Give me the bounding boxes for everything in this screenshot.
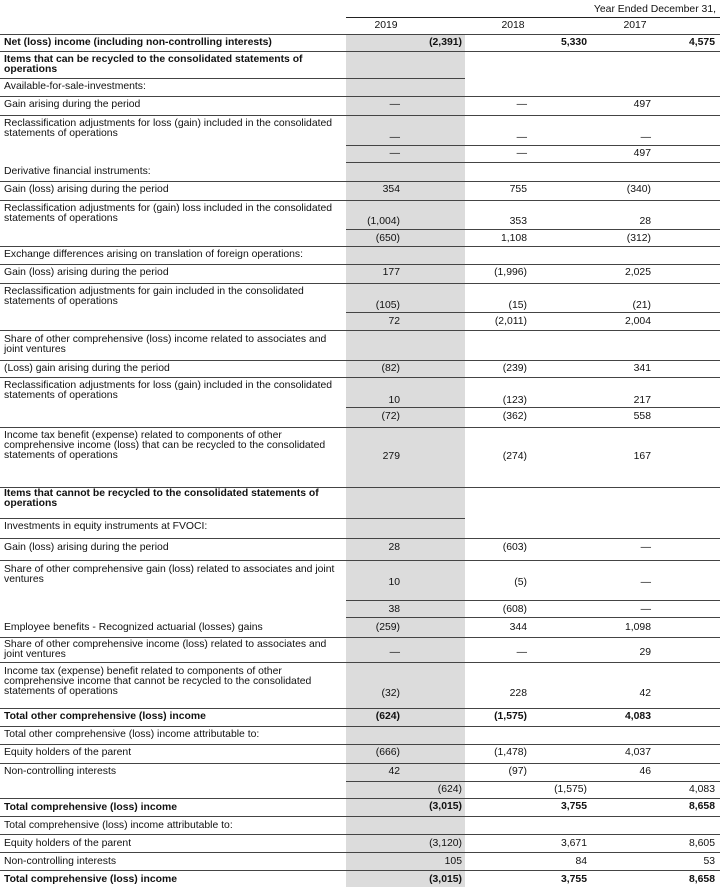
row-divider bbox=[0, 377, 720, 378]
row-divider bbox=[0, 246, 720, 247]
row-label: Employee benefits - Recognized actuarial (losses) gains bbox=[4, 622, 263, 633]
row-divider bbox=[0, 427, 720, 428]
cell-value-2019: — bbox=[389, 148, 400, 159]
row-label: Non-controlling interests bbox=[4, 766, 117, 777]
cell-value-2017: 341 bbox=[633, 363, 651, 374]
cell-value-2018: 84 bbox=[575, 856, 587, 867]
row-divider bbox=[346, 312, 720, 313]
row-divider bbox=[0, 96, 720, 97]
cell-value-2017: 497 bbox=[633, 148, 651, 159]
row-label: (Loss) gain arising during the period bbox=[4, 363, 170, 374]
cell-value-2019: (624) bbox=[437, 784, 462, 795]
row-label: Total comprehensive (loss) income attributable to: bbox=[4, 820, 233, 831]
year-2019: 2019 bbox=[374, 20, 398, 31]
row-label: Total comprehensive (loss) income bbox=[4, 802, 178, 813]
row-label: Equity holders of the parent bbox=[4, 838, 132, 849]
cell-value-2019: (259) bbox=[375, 622, 400, 633]
row-divider bbox=[346, 229, 720, 230]
cell-value-2018: (239) bbox=[502, 363, 527, 374]
cell-value-2018: (608) bbox=[502, 604, 527, 615]
cell-value-2018: 3,755 bbox=[560, 874, 587, 885]
row-divider bbox=[0, 538, 720, 539]
row-divider bbox=[0, 34, 720, 35]
cell-value-2017: 217 bbox=[633, 395, 651, 406]
row-divider bbox=[0, 51, 720, 52]
row-label: Share of other comprehensive gain (loss) related to associates and joint ventures bbox=[4, 564, 335, 585]
row-divider bbox=[346, 781, 720, 782]
cell-value-2017: 1,098 bbox=[624, 622, 651, 633]
cell-value-2017: 558 bbox=[633, 411, 651, 422]
cell-value-2019: 28 bbox=[388, 542, 400, 553]
cell-value-2019: (3,120) bbox=[429, 838, 462, 849]
row-label: Items that cannot be recycled to the consolidated statements of operations bbox=[4, 488, 319, 509]
cell-value-2019: 354 bbox=[382, 184, 400, 195]
cell-value-2018: (97) bbox=[508, 766, 527, 777]
cell-value-2019: 10 bbox=[388, 395, 400, 406]
cell-value-2018: 1,108 bbox=[500, 233, 527, 244]
cell-value-2018: (1,996) bbox=[494, 267, 527, 278]
row-label: Gain (loss) arising during the period bbox=[4, 184, 169, 195]
cell-value-2019: (624) bbox=[375, 711, 400, 722]
row-label: Non-controlling interests bbox=[4, 856, 117, 867]
header-rule bbox=[346, 17, 720, 18]
row-divider bbox=[0, 560, 720, 561]
row-divider bbox=[0, 798, 720, 799]
row-divider bbox=[346, 407, 720, 408]
cell-value-2019: (72) bbox=[381, 411, 400, 422]
cell-value-2018: 353 bbox=[509, 216, 527, 227]
cell-value-2017: (340) bbox=[626, 184, 651, 195]
cell-value-2017: — bbox=[640, 604, 651, 615]
row-label: Gain arising during the period bbox=[4, 99, 141, 110]
row-divider bbox=[0, 283, 720, 284]
cell-value-2018: (362) bbox=[502, 411, 527, 422]
cell-value-2018: (1,575) bbox=[554, 784, 587, 795]
row-divider bbox=[346, 617, 720, 618]
cell-value-2017: 4,083 bbox=[624, 711, 651, 722]
cell-value-2018: — bbox=[516, 99, 527, 110]
cell-value-2017: 4,575 bbox=[688, 37, 715, 48]
cell-value-2019: 177 bbox=[382, 267, 400, 278]
cell-value-2017: 46 bbox=[639, 766, 651, 777]
row-divider bbox=[0, 726, 720, 727]
row-label: Total comprehensive (loss) income bbox=[4, 874, 178, 885]
cell-value-2019: (2,391) bbox=[429, 37, 462, 48]
row-label: Gain (loss) arising during the period bbox=[4, 267, 169, 278]
row-label: Investments in equity instruments at FVOCI: bbox=[4, 521, 208, 532]
cell-value-2018: 5,330 bbox=[560, 37, 587, 48]
period-header: Year Ended December 31, bbox=[593, 4, 716, 15]
cell-value-2017: — bbox=[640, 542, 651, 553]
row-label: Equity holders of the parent bbox=[4, 747, 132, 758]
cell-value-2019: 38 bbox=[388, 604, 400, 615]
cell-value-2019: — bbox=[389, 647, 400, 658]
cell-value-2019: (650) bbox=[375, 233, 400, 244]
row-divider bbox=[0, 763, 720, 764]
cell-value-2017: 2,025 bbox=[624, 267, 651, 278]
cell-value-2017: 8,658 bbox=[688, 801, 715, 812]
year-2018: 2018 bbox=[501, 20, 525, 31]
cell-value-2019: (105) bbox=[375, 300, 400, 311]
row-divider bbox=[0, 662, 720, 663]
row-label: Reclassification adjustments for loss (gain) included in the consolidated statements of operations bbox=[4, 380, 333, 401]
cell-value-2018: 3,755 bbox=[560, 801, 587, 812]
cell-value-2018: 3,671 bbox=[560, 838, 587, 849]
row-label: Available-for-sale-investments: bbox=[4, 81, 146, 92]
row-divider bbox=[0, 637, 720, 638]
row-label: Exchange differences arising on translation of foreign operations: bbox=[4, 249, 304, 260]
row-divider bbox=[0, 115, 720, 116]
row-label: Share of other comprehensive (loss) income related to associates and joint ventures bbox=[4, 334, 327, 355]
cell-value-2017: 29 bbox=[639, 647, 651, 658]
cell-value-2019: 10 bbox=[388, 577, 400, 588]
row-label: Items that can be recycled to the consolidated statements of operations bbox=[4, 54, 303, 75]
row-label: Derivative financial instruments: bbox=[4, 166, 151, 177]
row-divider bbox=[0, 852, 720, 853]
row-label: Reclassification adjustments for gain included in the consolidated statements of operations bbox=[4, 286, 304, 307]
row-label: Reclassification adjustments for (gain) loss included in the consolidated statements of operations bbox=[4, 203, 333, 224]
row-divider bbox=[0, 816, 720, 817]
cell-value-2017: 167 bbox=[633, 451, 651, 462]
row-label: Share of other comprehensive income (loss) related to associates and joint ventures bbox=[4, 639, 327, 660]
year-2017: 2017 bbox=[623, 20, 647, 31]
cell-value-2017: 2,004 bbox=[624, 316, 651, 327]
row-label: Total other comprehensive (loss) income bbox=[4, 711, 206, 722]
row-divider bbox=[346, 145, 720, 146]
cell-value-2017: — bbox=[640, 132, 651, 143]
cell-value-2019: 72 bbox=[388, 316, 400, 327]
row-divider bbox=[0, 487, 720, 488]
cell-value-2018: (123) bbox=[502, 395, 527, 406]
cell-value-2017: (21) bbox=[632, 300, 651, 311]
cell-value-2017: 4,037 bbox=[624, 747, 651, 758]
row-label: Reclassification adjustments for loss (gain) included in the consolidated statements of operations bbox=[4, 118, 333, 139]
cell-value-2017: 42 bbox=[639, 688, 651, 699]
row-divider bbox=[0, 744, 720, 745]
row-divider bbox=[346, 162, 720, 163]
cell-value-2018: 344 bbox=[509, 622, 527, 633]
row-divider bbox=[0, 708, 720, 709]
cell-value-2017: 497 bbox=[633, 99, 651, 110]
row-label: Total other comprehensive (loss) income attributable to: bbox=[4, 729, 260, 740]
cell-value-2017: 8,658 bbox=[688, 874, 715, 885]
cell-value-2019: (3,015) bbox=[429, 801, 462, 812]
row-label: Net (loss) income (including non-controlling interests) bbox=[4, 37, 272, 48]
cell-value-2018: — bbox=[516, 647, 527, 658]
cell-value-2017: 28 bbox=[639, 216, 651, 227]
row-divider bbox=[0, 518, 465, 519]
cell-value-2019: (666) bbox=[375, 747, 400, 758]
cell-value-2018: 228 bbox=[509, 688, 527, 699]
cell-value-2017: — bbox=[640, 577, 651, 588]
cell-value-2017: 53 bbox=[703, 856, 715, 867]
cell-value-2019: (3,015) bbox=[429, 874, 462, 885]
cell-value-2018: (1,575) bbox=[494, 711, 527, 722]
row-divider bbox=[0, 264, 720, 265]
cell-value-2019: (1,004) bbox=[367, 216, 400, 227]
cell-value-2018: (1,478) bbox=[494, 747, 527, 758]
cell-value-2018: (5) bbox=[514, 577, 527, 588]
row-label: Gain (loss) arising during the period bbox=[4, 542, 169, 553]
row-divider bbox=[0, 834, 720, 835]
cell-value-2017: 4,083 bbox=[688, 784, 715, 795]
cell-value-2018: (274) bbox=[502, 451, 527, 462]
cell-value-2018: — bbox=[516, 132, 527, 143]
row-label: Income tax benefit (expense) related to components of other comprehensive income (loss) that can be recycled to the consolidated statements of operations bbox=[4, 430, 326, 461]
cell-value-2019: — bbox=[389, 132, 400, 143]
cell-value-2019: — bbox=[389, 99, 400, 110]
row-divider bbox=[0, 360, 720, 361]
cell-value-2017: (312) bbox=[626, 233, 651, 244]
cell-value-2018: (2,011) bbox=[494, 316, 527, 327]
row-divider bbox=[0, 330, 720, 331]
cell-value-2018: — bbox=[516, 148, 527, 159]
cell-value-2018: (603) bbox=[502, 542, 527, 553]
cell-value-2019: (82) bbox=[381, 363, 400, 374]
row-divider bbox=[0, 870, 720, 871]
cell-value-2017: 8,605 bbox=[688, 838, 715, 849]
row-divider bbox=[0, 200, 720, 201]
cell-value-2018: 755 bbox=[509, 184, 527, 195]
cell-value-2019: 105 bbox=[444, 856, 462, 867]
cell-value-2019: 279 bbox=[382, 451, 400, 462]
cell-value-2018: (15) bbox=[508, 300, 527, 311]
cell-value-2019: 42 bbox=[388, 766, 400, 777]
cell-value-2019: (32) bbox=[381, 688, 400, 699]
row-divider bbox=[0, 78, 465, 79]
row-label: Income tax (expense) benefit related to components of other comprehensive income that cannot be recycled to the consolidated statements of operations bbox=[4, 666, 312, 697]
row-divider bbox=[346, 600, 720, 601]
row-divider bbox=[0, 181, 720, 182]
